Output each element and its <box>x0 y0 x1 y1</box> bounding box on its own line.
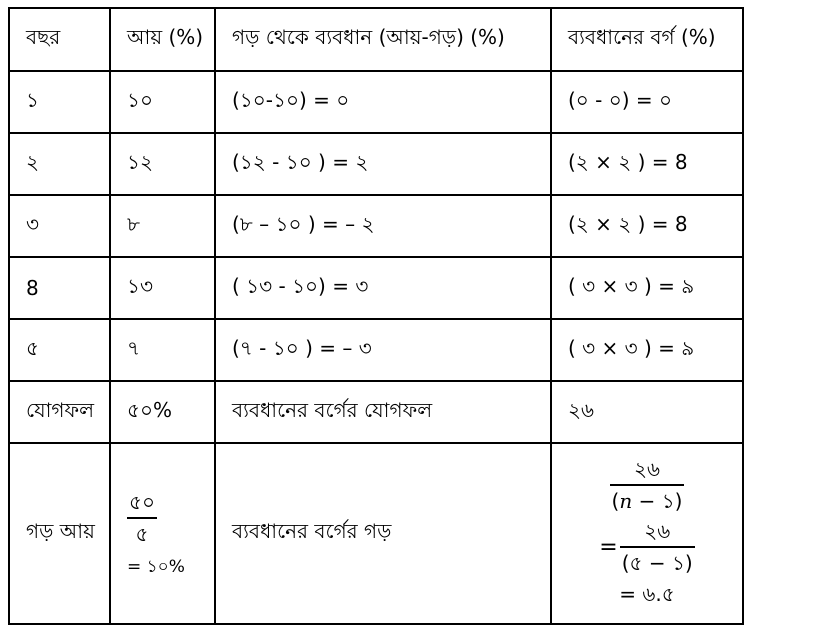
table-row <box>9 319 743 381</box>
deviation-cell: (১০-১০) = ০ <box>215 71 551 133</box>
average-label: গড় আয় <box>9 443 110 624</box>
squared-cell: (২ × ২ ) = 8 <box>551 195 743 257</box>
variance-fraction-formula <box>610 454 685 516</box>
squared-cell: (২ × ২ ) = 8 <box>551 133 743 195</box>
fraction-numerator: ২৬ <box>610 454 685 486</box>
table-row <box>9 71 743 133</box>
variance-computation-line <box>552 516 742 578</box>
fraction-denominator <box>610 486 685 516</box>
squared-cell: (০ - ০) = ০ <box>551 71 743 133</box>
table-row <box>9 195 743 257</box>
income-cell: ৮ <box>110 195 215 257</box>
income-cell: ১৩ <box>110 257 215 319</box>
header-deviation: গড় থেকে ব্যবধান (আয়-গড়) (%) <box>215 8 551 71</box>
fraction-numerator: ৫০ <box>127 487 157 519</box>
average-income-result: = ১০% <box>127 556 185 577</box>
average-description: ব্যবধানের বর্গের গড় <box>215 443 551 624</box>
table-row <box>9 133 743 195</box>
variance-formula-line <box>552 454 742 516</box>
header-income: আয় (%) <box>110 8 215 71</box>
squared-cell: ( ৩ × ৩ ) = ৯ <box>551 319 743 381</box>
average-income-cell <box>110 443 215 624</box>
income-cell: ৭ <box>110 319 215 381</box>
sample-size-variable: n <box>619 489 633 513</box>
header-row <box>9 8 743 71</box>
sum-row <box>9 381 743 443</box>
header-year: বছর <box>9 8 110 71</box>
paren-open: ( <box>611 489 620 513</box>
average-row <box>9 443 743 624</box>
deviation-cell: ( ১৩ - ১০) = ৩ <box>215 257 551 319</box>
denominator-rest: − ১) <box>632 489 683 513</box>
variance-cell <box>551 443 743 624</box>
variance-table <box>8 7 744 625</box>
equals-sign: = <box>599 534 618 560</box>
sum-income: ৫০% <box>110 381 215 443</box>
deviation-cell: (৭ - ১০ ) = – ৩ <box>215 319 551 381</box>
sum-deviation-label: ব্যবধানের বর্গের যোগফল <box>215 381 551 443</box>
year-cell: ৩ <box>9 195 110 257</box>
squared-cell: ( ৩ × ৩ ) = ৯ <box>551 257 743 319</box>
header-squared-deviation: ব্যবধানের বর্গ (%) <box>551 8 743 71</box>
deviation-cell: (১২ - ১০ ) = ২ <box>215 133 551 195</box>
variance-result: = ৬.৫ <box>619 582 675 606</box>
fraction-denominator: ৫ <box>135 521 149 546</box>
average-income-fraction <box>127 487 157 549</box>
table-row <box>9 257 743 319</box>
year-cell: 8 <box>9 257 110 319</box>
fraction-denominator: (৫ − ১) <box>621 551 693 575</box>
income-cell: ১০ <box>110 71 215 133</box>
variance-fraction-values <box>620 516 695 578</box>
sum-label: যোগফল <box>9 381 110 443</box>
year-cell: ১ <box>9 71 110 133</box>
year-cell: ৫ <box>9 319 110 381</box>
income-cell: ১২ <box>110 133 215 195</box>
deviation-cell: (৮ – ১০ ) = – ২ <box>215 195 551 257</box>
year-cell: ২ <box>9 133 110 195</box>
fraction-numerator: ২৬ <box>620 516 695 548</box>
sum-squared: ২৬ <box>551 381 743 443</box>
